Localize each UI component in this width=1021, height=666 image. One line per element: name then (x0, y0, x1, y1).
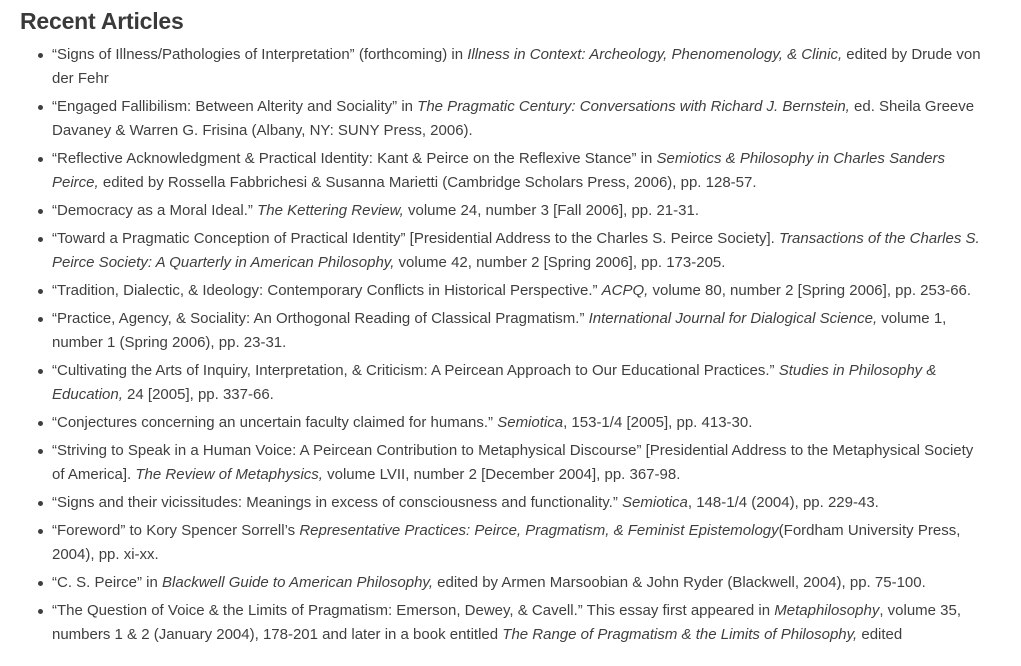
citation-text: “Conjectures concerning an uncertain faculty claimed for humans.” (52, 414, 498, 431)
citation-text: “Reflective Acknowledgment & Practical Identity: Kant & Peirce on the Reflexive Stance” in (52, 150, 657, 167)
article-item (52, 199, 991, 223)
citation-text: 24 [2005], pp. 337-66. (122, 386, 274, 403)
article-item (52, 411, 991, 435)
publication-title: The Pragmatic Century: Conversations with Richard J. Bernstein, (417, 98, 850, 115)
citation-text: edited (857, 626, 903, 643)
publication-title: International Journal for Dialogical Science, (588, 310, 878, 327)
article-item (52, 95, 991, 143)
citation-text: “Foreword” to Kory Spencer Sorrell’s (52, 522, 300, 539)
citation-text: volume 80, number 2 [Spring 2006], pp. 253-66. (648, 282, 972, 299)
article-item (52, 307, 991, 355)
publication-title: The Kettering Review, (257, 202, 404, 219)
citation-text: (Fordham University Press, 2004), pp. xi-xx. (52, 522, 961, 563)
citation-text: “The Question of Voice & the Limits of Pragmatism: Emerson, Dewey, & Cavell.” This essay first appeared in (52, 602, 775, 619)
citation-text: “Democracy as a Moral Ideal.” (52, 202, 258, 219)
article-item (52, 227, 991, 275)
citation-text: edited by Drude von der Fehr (52, 46, 981, 87)
citation-text: , 148-1/4 (2004), pp. 229-43. (687, 494, 879, 511)
publication-title: Semiotica (622, 494, 688, 511)
citation-text: edited by Armen Marsoobian & John Ryder (Blackwell, 2004), pp. 75-100. (433, 574, 926, 591)
publication-title: Representative Practices: Peirce, Pragmatism, & Feminist Epistemology (299, 522, 779, 539)
citation-text: “Practice, Agency, & Sociality: An Orthogonal Reading of Classical Pragmatism.” (52, 310, 589, 327)
citation-text: volume 1, number 1 (Spring 2006), pp. 23-31. (52, 310, 947, 351)
citation-text: “Engaged Fallibilism: Between Alterity and Sociality” in (52, 98, 418, 115)
citation-text: “Tradition, Dialectic, & Ideology: Contemporary Conflicts in Historical Perspective.” (52, 282, 602, 299)
article-list (20, 43, 991, 647)
citation-text: ed. Sheila Greeve Davaney & Warren G. Frisina (Albany, NY: SUNY Press, 2006). (52, 98, 975, 139)
citation-text: , 153-1/4 [2005], pp. 413-30. (563, 414, 753, 431)
citation-text: , volume 35, numbers 1 & 2 (January 2004), 178-201 and later in a book entitled (52, 602, 962, 643)
citation-text: “Signs of Illness/Pathologies of Interpretation” (forthcoming) in (52, 46, 468, 63)
article-item (52, 279, 991, 303)
article-item (52, 571, 991, 595)
citation-text: “Striving to Speak in a Human Voice: A Peircean Contribution to Metaphysical Discourse” [Presidential Address to the Metaphysical Society of America]. (52, 442, 974, 483)
publication-title: ACPQ, (601, 282, 649, 299)
publication-title: Transactions of the Charles S. Peirce Society: A Quarterly in American Philosophy, (52, 230, 980, 271)
page-title: Recent Articles (20, 8, 184, 34)
article-item (52, 491, 991, 515)
publication-title: Blackwell Guide to American Philosophy, (162, 574, 433, 591)
citation-text: volume 24, number 3 [Fall 2006], pp. 21-31. (403, 202, 700, 219)
article-item (52, 147, 991, 195)
publication-title: The Range of Pragmatism & the Limits of Philosophy, (502, 626, 858, 643)
citation-text: “Toward a Pragmatic Conception of Practical Identity” [Presidential Address to the Charles S. Peirce Society]. (52, 230, 780, 247)
publication-title: Semiotica (497, 414, 564, 431)
article-item (52, 359, 991, 407)
citation-text: volume 42, number 2 [Spring 2006], pp. 173-205. (394, 254, 726, 271)
citation-text: edited by Rossella Fabbrichesi & Susanna Marietti (Cambridge Scholars Press, 2006), pp. 128-57. (98, 174, 757, 191)
publication-title: Semiotics & Philosophy in Charles Sanders Peirce, (52, 150, 945, 191)
article-item (52, 439, 991, 487)
article-item (52, 43, 991, 91)
publication-title: The Review of Metaphysics, (135, 466, 323, 483)
publication-title: Studies in Philosophy & Education, (52, 362, 937, 403)
article-item (52, 519, 991, 567)
publication-title: Metaphilosophy (774, 602, 880, 619)
citation-text: “Cultivating the Arts of Inquiry, Interpretation, & Criticism: A Peircean Approach to Our Educational Practices.” (52, 362, 779, 379)
article-item (52, 599, 991, 647)
citation-text: “C. S. Peirce” in (52, 574, 163, 591)
publication-title: Illness in Context: Archeology, Phenomenology, & Clinic, (467, 46, 843, 63)
citation-text: volume LVII, number 2 [December 2004], pp. 367-98. (322, 466, 681, 483)
citation-text: “Signs and their vicissitudes: Meanings in excess of consciousness and functionality.” (52, 494, 623, 511)
